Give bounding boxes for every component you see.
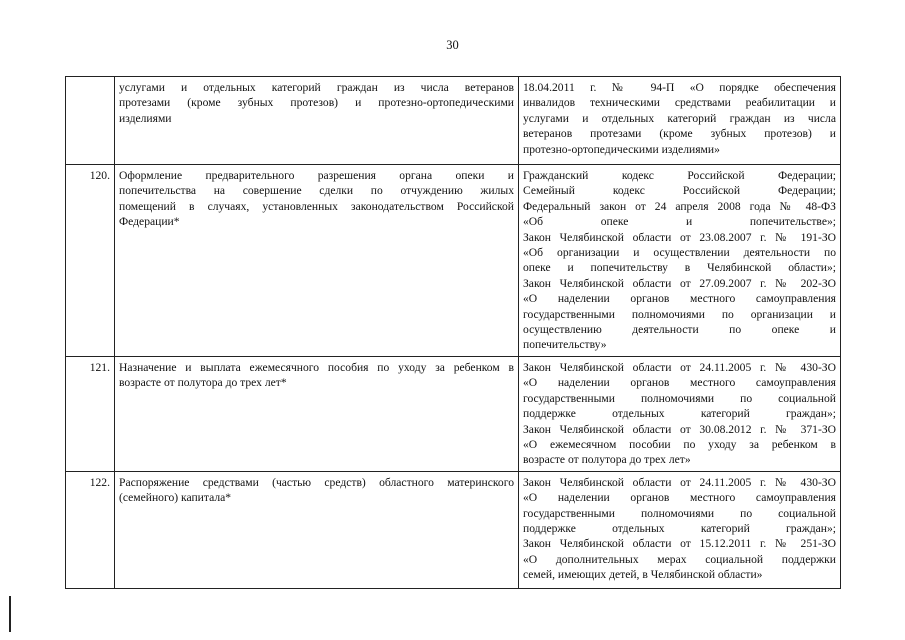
legal-basis-line: опеке и попечительству в Челябинской области»; [523, 261, 836, 275]
legal-basis-line: государственными полномочиями по организации и [523, 307, 836, 321]
legal-basis-cell [519, 471, 841, 588]
service-name-cell [115, 77, 519, 165]
legal-basis-cell [519, 356, 841, 471]
legal-basis-line: протезно-ортопедическими изделиями» [523, 142, 720, 156]
legal-basis-line: «О наделении органов местного самоуправления [523, 376, 836, 390]
legal-basis-line: поддержке отдельных категорий граждан»; [523, 407, 836, 421]
legal-basis-line: Закон Челябинской области от 24.11.2005 г. № 430-ЗО [523, 360, 836, 374]
legal-basis-cell [519, 165, 841, 357]
service-name-line: попечительства на совершение сделки по отчуждению жилых [119, 184, 514, 198]
legal-basis-cell [519, 77, 841, 165]
legal-basis-line: возрасте от полутора до трех лет» [523, 453, 691, 467]
table-row [66, 165, 841, 357]
legal-basis-line: Федеральный закон от 24 апреля 2008 года № 48-ФЗ [523, 199, 836, 213]
legal-basis-line: попечительству» [523, 338, 607, 352]
legal-basis-line: Закон Челябинской области от 27.09.2007 г. № 202-ЗО [523, 276, 836, 290]
legal-basis-line: «Об опеке и попечительстве»; [523, 215, 836, 229]
scan-edge-mark [9, 596, 11, 632]
legal-basis-line: «О дополнительных мерах социальной поддержки [523, 552, 836, 566]
legal-basis-line: государственными полномочиями по социальной [523, 391, 836, 405]
legal-basis-line: Закон Челябинской области от 24.11.2005 г. № 430-ЗО [523, 475, 836, 489]
legal-basis-line: Семейный кодекс Российской Федерации; [523, 184, 836, 198]
legal-basis-line: «О наделении органов местного самоуправления [523, 491, 836, 505]
legal-basis-line: поддержке отдельных категорий граждан»; [523, 521, 836, 535]
legal-basis-line: Закон Челябинской области от 15.12.2011 г. № 251-ЗО [523, 537, 836, 551]
legal-basis-line: Закон Челябинской области от 30.08.2012 г. № 371-ЗО [523, 422, 836, 436]
row-number: 120. [66, 165, 115, 357]
legal-basis-line: государственными полномочиями по социальной [523, 506, 836, 520]
service-name-line: Федерации* [119, 215, 180, 229]
services-table [65, 76, 841, 589]
service-name-line: Распоряжение средствами (частью средств) областного материнского [119, 475, 514, 489]
service-name-line: (семейного) капитала* [119, 491, 232, 505]
legal-basis-line: 18.04.2011 г. № 94-П «О порядке обеспечения [523, 81, 836, 94]
table-row [66, 471, 841, 588]
service-name-line: Оформление предварительного разрешения органа опеки и [119, 169, 514, 182]
table-row [66, 356, 841, 471]
row-number: 122. [66, 471, 115, 588]
legal-basis-line: «О наделении органов местного самоуправления [523, 292, 836, 306]
service-name-cell [115, 356, 519, 471]
service-name-line: возрасте от полутора до трех лет* [119, 376, 287, 390]
page-number: 30 [446, 38, 459, 52]
service-name-line: Назначение и выплата ежемесячного пособия по уходу за ребенком в [119, 360, 514, 374]
service-name-line: изделиями [119, 111, 172, 125]
table-row [66, 77, 841, 165]
table-body [66, 77, 841, 589]
legal-basis-line: семей, имеющих детей, в Челябинской области» [523, 568, 763, 582]
legal-basis-line: осуществлению деятельности по опеке и [523, 323, 836, 337]
row-number: 121. [66, 356, 115, 471]
legal-basis-line: «Об организации и осуществлении деятельности по [523, 246, 836, 260]
legal-basis-line: ветеранов протезами (кроме зубных протезов) и [523, 127, 836, 141]
legal-basis-line: Гражданский кодекс Российской Федерации; [523, 169, 836, 182]
row-number [66, 77, 115, 165]
legal-basis-line: «О ежемесячном пособии по уходу за ребенком в [523, 437, 836, 451]
legal-basis-line: услугами и отдельных категорий граждан из числа [523, 111, 836, 125]
service-name-line: протезами (кроме зубных протезов) и протезно-ортопедическими [119, 96, 514, 110]
legal-basis-line: инвалидов техническими средствами реабилитации и [523, 96, 836, 110]
service-name-cell [115, 471, 519, 588]
service-name-line: помещений в случаях, установленных законодательством Российской [119, 199, 514, 213]
service-name-cell [115, 165, 519, 357]
legal-basis-line: Закон Челябинской области от 23.08.2007 г. № 191-ЗО [523, 230, 836, 244]
service-name-line: услугами и отдельных категорий граждан из числа ветеранов [119, 81, 514, 94]
